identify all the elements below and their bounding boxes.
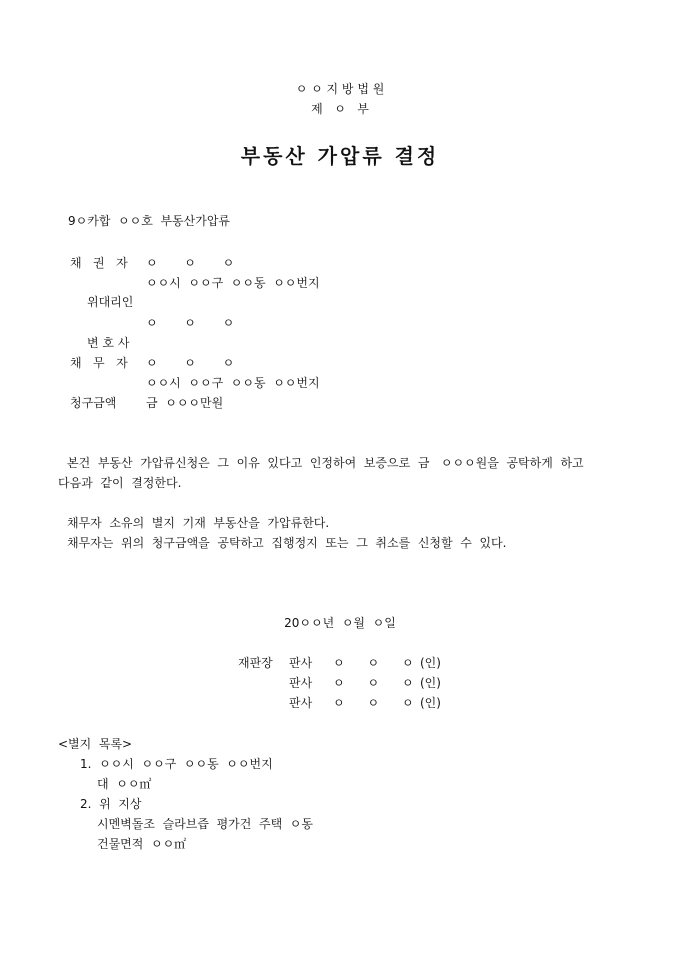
claim-label: 청구금액: [70, 396, 117, 410]
creditor-name: ㅇ ㅇ ㅇ: [146, 256, 235, 270]
attachment-item-2: 2. 위 지상: [80, 797, 142, 811]
court-name: ㅇ ㅇ 지 방 법 원: [295, 82, 385, 96]
attachment-item-1: 1. ㅇㅇ시 ㅇㅇ구 ㅇㅇ동 ㅇㅇ번지: [80, 757, 273, 771]
creditor-address: ㅇㅇ시 ㅇㅇ구 ㅇㅇ동 ㅇㅇ번지: [146, 276, 320, 290]
attachment-heading: <별지 목록>: [58, 737, 133, 751]
decision-paragraph-line2: 다음과 같이 결정한다.: [58, 476, 182, 490]
attachment-item-1-detail: 대 ㅇㅇ㎡: [97, 777, 152, 791]
decision-paragraph-line1: 본건 부동산 가압류신청은 그 이유 있다고 인정하여 보증으로 금 ㅇㅇㅇ원을 공탁하게 하고: [67, 456, 584, 470]
attachment-item-2-detail-1: 시멘벽돌조 슬라브즙 평가건 주택 ㅇ동: [97, 817, 313, 831]
court-division: 제 ㅇ 부: [311, 102, 369, 116]
debtor-label: 채 무 자: [70, 356, 128, 370]
document-title: 부동산 가압류 결정: [240, 144, 440, 168]
claim-value: 금 ㅇㅇㅇ만원: [146, 396, 224, 410]
order-line-2: 채무자는 위의 청구금액을 공탁하고 집행정지 또는 그 취소를 신청할 수 있다.: [67, 536, 507, 550]
judge-seal: (인): [420, 656, 441, 670]
judge-seal: (인): [420, 676, 441, 690]
debtor-address: ㅇㅇ시 ㅇㅇ구 ㅇㅇ동 ㅇㅇ번지: [146, 376, 320, 390]
judge-name: ㅇ ㅇ ㅇ: [333, 696, 414, 710]
presiding-label: 재판장: [238, 656, 273, 670]
attachment-item-2-detail-2: 건물면적 ㅇㅇ㎡: [97, 837, 187, 851]
judge-name: ㅇ ㅇ ㅇ: [333, 656, 414, 670]
judge-title: 판사: [289, 656, 313, 670]
lawyer-label: 변 호 사: [87, 336, 130, 350]
judge-name: ㅇ ㅇ ㅇ: [333, 676, 414, 690]
judge-seal: (인): [420, 696, 441, 710]
debtor-name: ㅇ ㅇ ㅇ: [146, 356, 235, 370]
judge-title: 판사: [289, 696, 313, 710]
attorney-label: 위대리인: [87, 295, 134, 309]
judge-title: 판사: [289, 676, 313, 690]
case-number: 9ㅇ카합 ㅇㅇ호 부동산가압류: [68, 214, 230, 228]
creditor-label: 채 권 자: [70, 256, 128, 270]
decision-date: 20ㅇㅇ년 ㅇ월 ㅇ일: [284, 616, 396, 630]
attorney-name: ㅇ ㅇ ㅇ: [146, 316, 235, 330]
order-line-1: 채무자 소유의 별지 기재 부동산을 가압류한다.: [67, 516, 330, 530]
